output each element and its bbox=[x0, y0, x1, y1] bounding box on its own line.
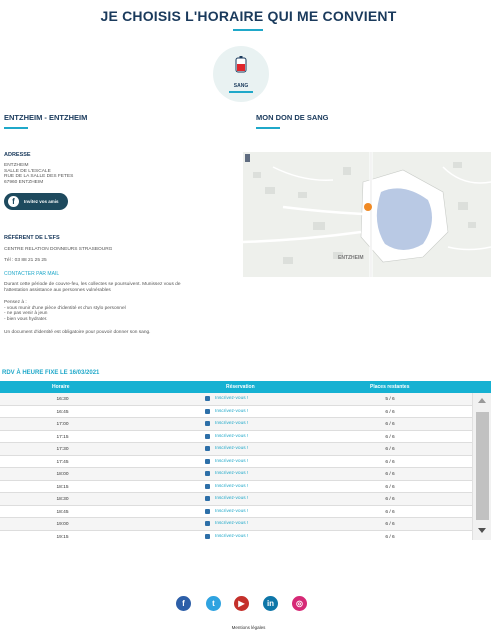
row-reserve-link[interactable] bbox=[205, 459, 248, 464]
don-type-label: SANG bbox=[233, 83, 249, 89]
row-places: 6 / 6 bbox=[385, 509, 395, 515]
table-row bbox=[0, 493, 472, 506]
row-hour: 18:15 bbox=[56, 484, 69, 490]
facebook-invite-label: Invitez vos amis bbox=[24, 199, 59, 204]
reminder-block bbox=[4, 300, 244, 322]
table-row bbox=[0, 481, 472, 494]
instagram-icon[interactable]: ◎ bbox=[292, 596, 307, 611]
don-title-underline bbox=[256, 127, 280, 129]
address-line: RUE DE LA SALLE DES FETES bbox=[4, 174, 74, 180]
referent-phone: Tél : 03 88 21 25 25 bbox=[4, 258, 47, 263]
don-type-sang[interactable] bbox=[213, 46, 269, 102]
calendar-icon bbox=[205, 434, 210, 439]
calendar-icon bbox=[205, 421, 210, 426]
row-reserve-label: Inscrivez-vous ! bbox=[215, 446, 249, 451]
row-hour: 19:15 bbox=[56, 534, 69, 540]
map-marker-icon[interactable] bbox=[364, 203, 372, 211]
title-underline bbox=[233, 29, 263, 31]
row-reserve-label: Inscrivez-vous ! bbox=[215, 421, 249, 426]
table-row bbox=[0, 443, 472, 456]
table-row bbox=[0, 406, 472, 419]
reminder-line: Pensez à : bbox=[4, 300, 27, 305]
scroll-thumb[interactable] bbox=[476, 412, 489, 520]
row-reserve-link[interactable] bbox=[205, 509, 248, 514]
row-reserve-link[interactable] bbox=[205, 534, 248, 539]
row-places: 6 / 6 bbox=[385, 472, 395, 477]
location-title-underline bbox=[4, 127, 28, 129]
calendar-icon bbox=[205, 521, 210, 526]
row-reserve-link[interactable] bbox=[205, 434, 248, 439]
don-section-title: MON DON DE SANG bbox=[256, 113, 329, 122]
calendar-icon bbox=[205, 534, 210, 539]
facebook-icon[interactable]: f bbox=[176, 596, 191, 611]
table-row bbox=[0, 393, 472, 406]
appointments-table-body bbox=[0, 393, 472, 540]
row-reserve-link[interactable] bbox=[205, 496, 248, 501]
row-places: 6 / 6 bbox=[385, 484, 395, 490]
location-title: ENTZHEIM - ENTZHEIM bbox=[4, 113, 88, 122]
row-reserve-label: Inscrivez-vous ! bbox=[215, 471, 249, 476]
facebook-icon: f bbox=[8, 196, 19, 207]
referent-name: CENTRE RELATION DONNEURS STRASBOURG bbox=[4, 247, 113, 252]
row-reserve-label: Inscrivez-vous ! bbox=[215, 496, 249, 501]
calendar-icon bbox=[205, 446, 210, 451]
reminder-line: - bien vous hydrater. bbox=[4, 316, 48, 322]
address-line: ENTZHEIM bbox=[4, 163, 29, 168]
calendar-icon bbox=[205, 509, 210, 514]
row-reserve-label: Inscrivez-vous ! bbox=[215, 533, 249, 539]
appointments-table-header bbox=[0, 381, 491, 393]
row-reserve-label: Inscrivez-vous ! bbox=[215, 508, 249, 514]
row-reserve-label: Inscrivez-vous ! bbox=[215, 521, 249, 526]
scroll-up-icon[interactable] bbox=[478, 398, 486, 403]
row-hour: 18:00 bbox=[56, 472, 69, 477]
address-line: SALLE DE L'ESCALE bbox=[4, 168, 51, 174]
column-header-hour: Horaire bbox=[52, 384, 70, 390]
address-block bbox=[4, 163, 73, 185]
appointments-title: RDV À HEURE FIXE LE 16/03/2021 bbox=[2, 370, 100, 376]
referent-heading: RÉFÉRENT DE L'EFS bbox=[4, 235, 60, 241]
location-map[interactable] bbox=[243, 152, 491, 277]
calendar-icon bbox=[205, 484, 210, 489]
document-note: Un document d'identité est obligatoire pour pouvoir donner son sang. bbox=[4, 330, 151, 335]
table-row bbox=[0, 418, 472, 431]
row-hour: 17:45 bbox=[56, 459, 69, 465]
calendar-icon bbox=[205, 396, 210, 401]
row-places: 6 / 6 bbox=[385, 447, 395, 452]
address-line: 67960 ENTZHEIM bbox=[4, 179, 44, 185]
row-hour: 16:45 bbox=[56, 409, 69, 415]
linkedin-icon[interactable]: in bbox=[263, 596, 278, 611]
row-hour: 18:45 bbox=[56, 509, 69, 515]
row-hour: 19:00 bbox=[56, 522, 69, 527]
address-heading: ADRESSE bbox=[4, 152, 31, 158]
scroll-down-icon[interactable] bbox=[478, 528, 486, 533]
notice-line: l'attestation assistance aux personnes vulnérables bbox=[4, 287, 111, 293]
row-places: 6 / 6 bbox=[385, 422, 395, 427]
row-reserve-link[interactable] bbox=[205, 396, 248, 401]
mentions-legales-link[interactable]: Mentions légales bbox=[231, 625, 266, 630]
row-places: 6 / 6 bbox=[385, 459, 395, 465]
twitter-icon[interactable]: t bbox=[206, 596, 221, 611]
contact-mail-link[interactable]: CONTACTER PAR MAIL bbox=[4, 271, 60, 277]
facebook-invite-button[interactable] bbox=[4, 193, 68, 210]
row-places: 6 / 6 bbox=[385, 409, 395, 415]
row-hour: 17:15 bbox=[56, 434, 69, 440]
map-canvas bbox=[243, 152, 491, 277]
row-places: 6 / 6 bbox=[385, 534, 395, 540]
table-row bbox=[0, 456, 472, 469]
row-reserve-label: Inscrivez-vous ! bbox=[215, 396, 249, 401]
row-reserve-link[interactable] bbox=[205, 421, 248, 426]
map-zoom-control[interactable] bbox=[245, 154, 250, 162]
social-links bbox=[176, 596, 316, 612]
calendar-icon bbox=[205, 459, 210, 464]
table-row bbox=[0, 468, 472, 481]
map-place-label: ENTZHEIM bbox=[338, 255, 364, 261]
column-header-reservation: Réservation bbox=[226, 384, 255, 390]
covid-notice bbox=[4, 282, 244, 293]
row-hour: 18:30 bbox=[56, 497, 69, 502]
row-places: 6 / 6 bbox=[385, 434, 395, 440]
blood-bag-icon bbox=[235, 56, 247, 73]
column-header-places: Places restantes bbox=[370, 384, 410, 390]
table-row bbox=[0, 431, 472, 444]
row-places: 6 / 6 bbox=[385, 497, 395, 502]
row-reserve-link[interactable] bbox=[205, 471, 248, 476]
row-hour: 17:00 bbox=[56, 422, 69, 427]
youtube-icon[interactable]: ▶ bbox=[234, 596, 249, 611]
page-title: JE CHOISIS L'HORAIRE QUI ME CONVIENT bbox=[100, 8, 397, 24]
row-places: 6 / 6 bbox=[385, 522, 395, 527]
row-reserve-label: Inscrivez-vous ! bbox=[215, 408, 249, 414]
row-reserve-link[interactable] bbox=[205, 446, 248, 451]
row-reserve-label: Inscrivez-vous ! bbox=[215, 483, 249, 489]
table-scrollbar[interactable] bbox=[472, 393, 491, 540]
row-reserve-label: Inscrivez-vous ! bbox=[215, 433, 249, 439]
row-hour: 17:30 bbox=[56, 447, 69, 452]
row-reserve-link[interactable] bbox=[205, 409, 248, 414]
reminder-line: - vous munir d'une pièce d'identité et d'un stylo personnel bbox=[4, 305, 126, 311]
table-row bbox=[0, 518, 472, 531]
notice-line: Durant cette période de couvre-feu, les collectes se poursuivent. Munissez vous de bbox=[4, 282, 181, 287]
calendar-icon bbox=[205, 471, 210, 476]
row-reserve-link[interactable] bbox=[205, 484, 248, 489]
table-row bbox=[0, 506, 472, 519]
row-reserve-label: Inscrivez-vous ! bbox=[215, 458, 249, 464]
row-hour: 16:30 bbox=[56, 397, 69, 402]
row-places: 5 / 6 bbox=[385, 397, 395, 402]
calendar-icon bbox=[205, 496, 210, 501]
reminder-line: - ne pas venir à jeun bbox=[4, 311, 48, 317]
table-row bbox=[0, 531, 472, 541]
calendar-icon bbox=[205, 409, 210, 414]
row-reserve-link[interactable] bbox=[205, 521, 248, 526]
don-type-underline bbox=[229, 91, 253, 93]
